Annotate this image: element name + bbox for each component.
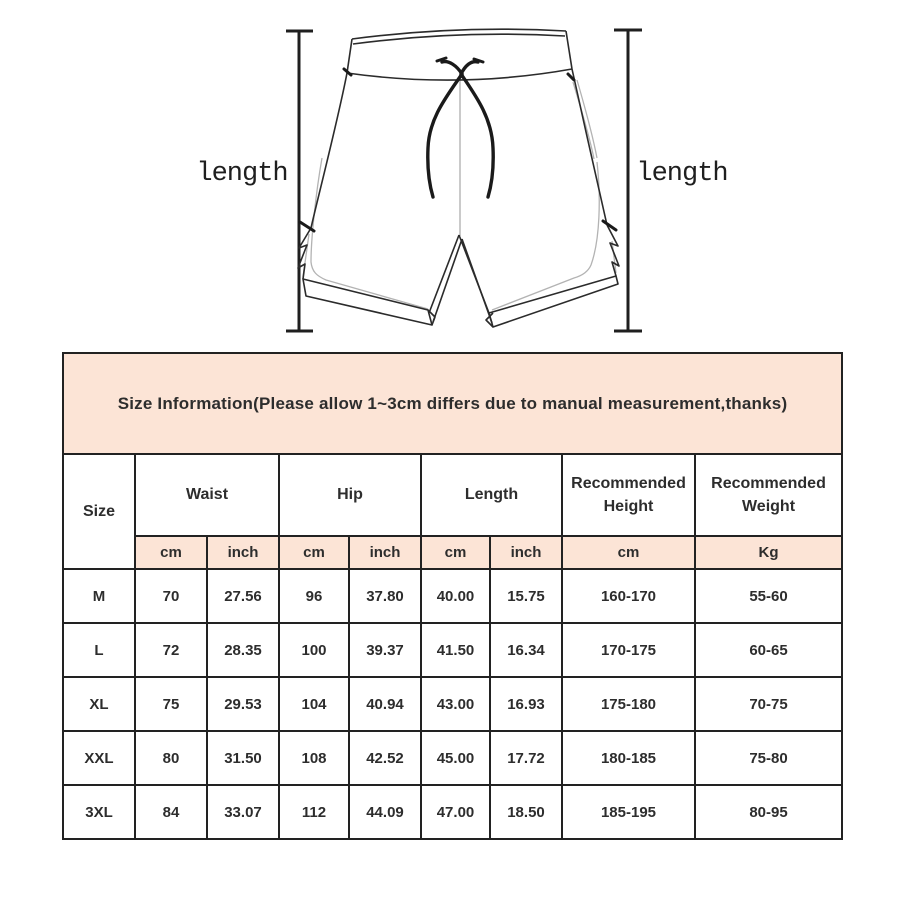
cell-height: 180-185 xyxy=(562,731,695,785)
shorts-liner-lines xyxy=(303,79,616,310)
unit-hip-inch: inch xyxy=(349,536,421,569)
cell-waist-inch: 31.50 xyxy=(207,731,279,785)
cell-weight: 55-60 xyxy=(695,569,842,623)
col-header-length: Length xyxy=(421,454,562,536)
cell-weight: 70-75 xyxy=(695,677,842,731)
shorts-outline xyxy=(298,29,619,327)
cell-hip-cm: 104 xyxy=(279,677,349,731)
cell-length-inch: 16.34 xyxy=(490,623,562,677)
cell-size: L xyxy=(63,623,135,677)
cell-weight: 60-65 xyxy=(695,623,842,677)
col-header-size: Size xyxy=(63,454,135,569)
cell-hip-inch: 42.52 xyxy=(349,731,421,785)
cell-waist-cm: 72 xyxy=(135,623,207,677)
cell-waist-inch: 29.53 xyxy=(207,677,279,731)
table-row-xxl xyxy=(63,731,842,785)
cell-waist-inch: 28.35 xyxy=(207,623,279,677)
cell-length-inch: 17.72 xyxy=(490,731,562,785)
cell-length-cm: 43.00 xyxy=(421,677,490,731)
cell-waist-cm: 80 xyxy=(135,731,207,785)
banner-row xyxy=(63,353,842,454)
cell-height: 160-170 xyxy=(562,569,695,623)
table-row-3xl xyxy=(63,785,842,839)
cell-waist-cm: 70 xyxy=(135,569,207,623)
cell-height: 175-180 xyxy=(562,677,695,731)
size-chart-title: Size Information(Please allow 1~3cm differs due to manual measurement,thanks) xyxy=(63,353,842,454)
unit-waist-inch: inch xyxy=(207,536,279,569)
unit-waist-cm: cm xyxy=(135,536,207,569)
size-chart-table xyxy=(62,352,843,840)
unit-weight-kg: Kg xyxy=(695,536,842,569)
cell-hip-inch: 44.09 xyxy=(349,785,421,839)
detail-ticks xyxy=(300,69,616,231)
cell-size: 3XL xyxy=(63,785,135,839)
cell-waist-cm: 84 xyxy=(135,785,207,839)
table-row-m xyxy=(63,569,842,623)
measure-line-left xyxy=(286,31,313,331)
cell-size: XL xyxy=(63,677,135,731)
table-row-xl xyxy=(63,677,842,731)
length-label-right: length xyxy=(636,159,728,189)
header-row-units xyxy=(63,536,842,569)
cell-length-cm: 45.00 xyxy=(421,731,490,785)
header-row-groups xyxy=(63,454,842,536)
cell-length-inch: 16.93 xyxy=(490,677,562,731)
cell-waist-cm: 75 xyxy=(135,677,207,731)
unit-height-cm: cm xyxy=(562,536,695,569)
cell-height: 170-175 xyxy=(562,623,695,677)
cell-waist-inch: 27.56 xyxy=(207,569,279,623)
length-label-left: length xyxy=(196,159,288,189)
cell-hip-cm: 96 xyxy=(279,569,349,623)
cell-height: 185-195 xyxy=(562,785,695,839)
shorts-sketch xyxy=(0,0,900,352)
cell-weight: 80-95 xyxy=(695,785,842,839)
cell-size: XXL xyxy=(63,731,135,785)
unit-hip-cm: cm xyxy=(279,536,349,569)
cell-hip-inch: 40.94 xyxy=(349,677,421,731)
cell-waist-inch: 33.07 xyxy=(207,785,279,839)
unit-length-cm: cm xyxy=(421,536,490,569)
cell-length-cm: 40.00 xyxy=(421,569,490,623)
cell-hip-inch: 39.37 xyxy=(349,623,421,677)
cell-weight: 75-80 xyxy=(695,731,842,785)
unit-length-inch: inch xyxy=(490,536,562,569)
cell-length-inch: 18.50 xyxy=(490,785,562,839)
col-header-hip: Hip xyxy=(279,454,421,536)
cell-hip-inch: 37.80 xyxy=(349,569,421,623)
cell-length-cm: 47.00 xyxy=(421,785,490,839)
cell-hip-cm: 100 xyxy=(279,623,349,677)
col-header-waist: Waist xyxy=(135,454,279,536)
cell-hip-cm: 112 xyxy=(279,785,349,839)
cell-length-cm: 41.50 xyxy=(421,623,490,677)
table-row-l xyxy=(63,623,842,677)
col-header-recommended-weight: Recommended Weight xyxy=(695,454,842,536)
col-header-recommended-height: Recommended Height xyxy=(562,454,695,536)
cell-hip-cm: 108 xyxy=(279,731,349,785)
cell-size: M xyxy=(63,569,135,623)
cell-length-inch: 15.75 xyxy=(490,569,562,623)
